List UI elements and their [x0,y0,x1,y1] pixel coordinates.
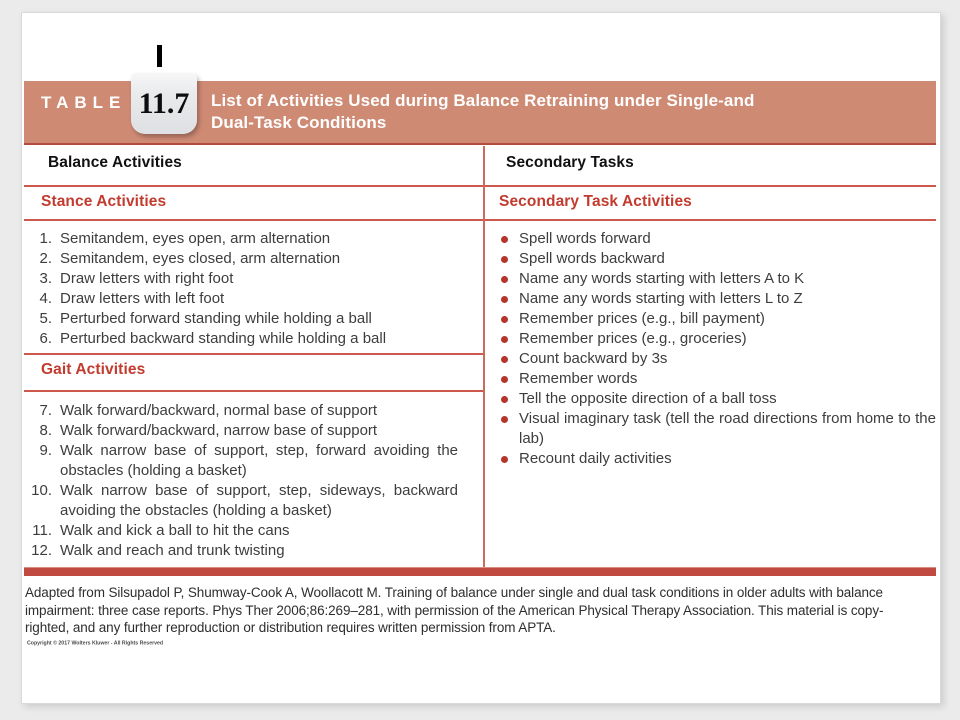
secondary-tasks-list [499,229,936,469]
item-text: Perturbed backward standing while holding a ball [60,330,387,347]
stance-activities-list [30,229,458,349]
bullet-icon [501,376,508,383]
item-number: 11. [32,522,52,539]
secondary-task-item [499,249,936,269]
bullet-icon [501,236,508,243]
item-text: Draw letters with left foot [60,290,225,307]
item-number: 6. [39,330,52,347]
item-text: Walk narrow base of support, step, sideways, backward avoiding the obstacles (holding a basket) [60,482,458,519]
item-text: Remember prices (e.g., bill payment) [519,310,765,327]
secondary-task-item [499,309,936,329]
item-text: Walk forward/backward, narrow base of support [60,422,378,439]
text-cursor-mark [157,45,162,67]
bullet-icon [501,276,508,283]
document-page [21,12,941,704]
gait-item [30,521,458,541]
divider-line [24,353,483,355]
item-text: Walk and reach and trunk twisting [60,542,285,559]
item-number: 1. [39,230,52,247]
stance-item [30,309,458,329]
bullet-icon [501,296,508,303]
table-label: TABLE [41,93,127,112]
item-text: Walk narrow base of support, step, forward avoiding the obstacles (holding a basket) [60,442,458,479]
item-text: Semitandem, eyes closed, arm alternation [60,250,341,267]
bullet-icon [501,416,508,423]
item-text: Perturbed forward standing while holding a ball [60,310,372,327]
item-number: 12. [31,542,52,559]
item-text: Name any words starting with letters L to Z [519,290,803,307]
item-text: Semitandem, eyes open, arm alternation [60,230,331,247]
stance-item [30,229,458,249]
copyright-notice: Copyright © 2017 Wolters Kluwer - All Rights Reserved [27,640,164,646]
item-text: Tell the opposite direction of a ball toss [519,390,777,407]
item-text: Spell words forward [519,230,651,247]
secondary-task-item [499,389,936,409]
bullet-icon [501,396,508,403]
secondary-task-item [499,329,936,349]
secondary-task-item [499,229,936,249]
column-divider-line [483,146,485,567]
item-number: 9. [39,442,52,459]
item-text: Recount daily activities [519,450,672,467]
gait-item [30,421,458,441]
bullet-icon [501,456,508,463]
table-title-line2: Dual-Task Conditions [211,113,387,132]
item-text: Remember prices (e.g., groceries) [519,330,747,347]
citation-line1: Adapted from Silsupadol P, Shumway-Cook A, Woollacott M. Training of balance under single and dual task conditions in older adults with balance [25,585,883,600]
item-number: 2. [39,250,52,267]
gait-item [30,541,458,561]
item-text: Spell words backward [519,250,665,267]
bullet-icon [501,336,508,343]
stance-item [30,329,458,349]
table-number-badge [131,73,197,134]
divider-line [24,219,936,221]
secondary-task-activities-heading: Secondary Task Activities [499,193,692,210]
stance-item [30,269,458,289]
bullet-icon [501,356,508,363]
bullet-icon [501,256,508,263]
item-text: Remember words [519,370,638,387]
bullet-icon [501,316,508,323]
secondary-task-item [499,409,936,449]
secondary-task-item [499,369,936,389]
table-title [211,90,754,134]
stance-item [30,249,458,269]
item-text: Draw letters with right foot [60,270,234,287]
table-title-line1: List of Activities Used during Balance Retraining under Single-and [211,91,755,110]
item-text: Walk forward/backward, normal base of support [60,402,378,419]
stance-item [30,289,458,309]
source-citation [25,584,940,637]
divider-line [24,185,936,187]
column-header-secondary-tasks: Secondary Tasks [506,154,634,171]
item-number: 8. [39,422,52,439]
gait-activities-heading: Gait Activities [41,361,146,378]
item-text: Walk and kick a ball to hit the cans [60,522,290,539]
item-number: 7. [39,402,52,419]
secondary-task-item [499,289,936,309]
stance-activities-heading: Stance Activities [41,193,167,210]
table-bottom-bar [24,567,936,576]
item-number: 3. [39,270,52,287]
divider-line [24,390,483,392]
gait-item [30,401,458,421]
gait-activities-list [30,401,458,561]
table-number: 11.7 [138,86,190,120]
item-text: Count backward by 3s [519,350,668,367]
item-number: 4. [39,290,52,307]
item-number: 5. [39,310,52,327]
citation-line3: righted, and any further reproduction or distribution requires written permission from APTA. [25,620,556,635]
citation-line2: impairment: three case reports. Phys Ther 2006;86:269–281, with permission of the American Physical Therapy Association. This material is copy- [25,602,884,618]
secondary-task-item [499,349,936,369]
secondary-task-item [499,269,936,289]
item-text: Name any words starting with letters A to K [519,270,805,287]
secondary-task-item [499,449,936,469]
item-number: 10. [31,482,52,499]
gait-item [30,481,458,521]
column-header-balance-activities: Balance Activities [48,154,182,171]
item-text: Visual imaginary task (tell the road directions from home to the lab) [519,410,936,447]
gait-item [30,441,458,481]
